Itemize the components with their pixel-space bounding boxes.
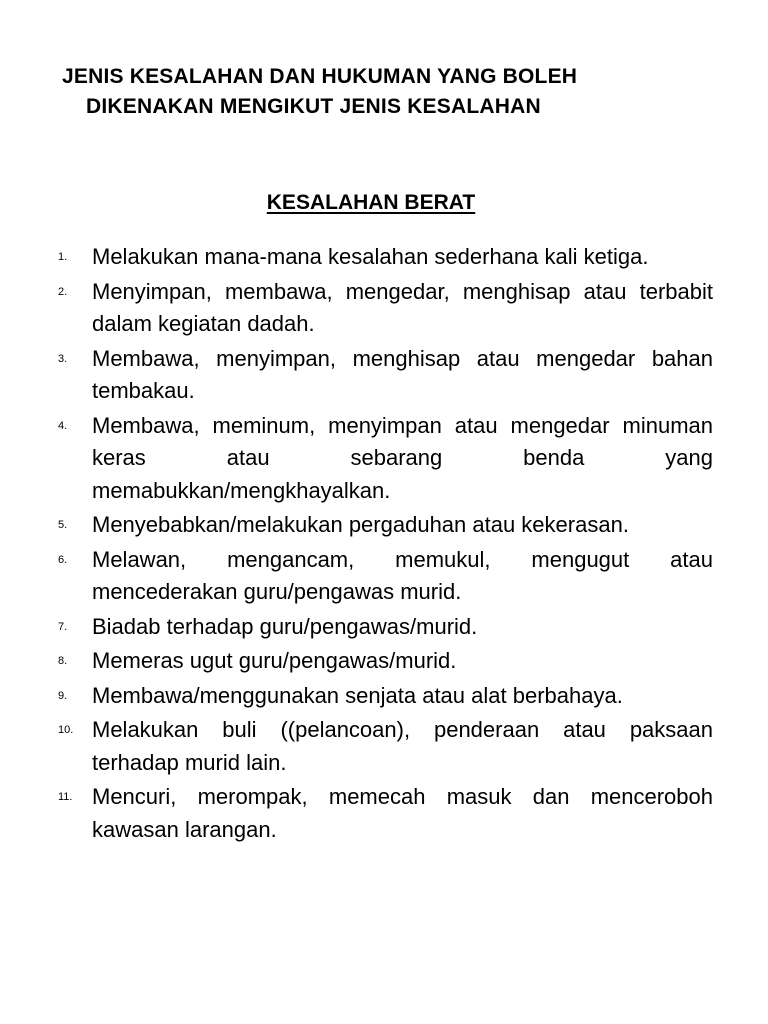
section-title: KESALAHAN BERAT xyxy=(266,191,476,214)
item-text: Mencuri, merompak, memecah masuk dan menceroboh kawasan larangan. xyxy=(92,784,713,842)
heading-line-1: JENIS KESALAHAN DAN HUKUMAN YANG BOLEH xyxy=(62,65,578,88)
list-item xyxy=(0,343,768,408)
heading-line-2: DIKENAKAN MENGIKUT JENIS KESALAHAN xyxy=(86,95,541,118)
item-number: 2. xyxy=(58,285,68,298)
list-item xyxy=(0,241,768,274)
list-item xyxy=(0,410,768,508)
offence-list xyxy=(0,241,768,848)
list-item xyxy=(0,645,768,678)
list-item xyxy=(0,714,768,779)
item-text: Melakukan buli ((pelancoan), penderaan atau paksaan terhadap murid lain. xyxy=(92,717,713,775)
item-text: Memeras ugut guru/pengawas/murid. xyxy=(92,648,457,673)
list-item xyxy=(0,781,768,846)
item-text: Menyimpan, membawa, mengedar, menghisap atau terbabit dalam kegiatan dadah. xyxy=(92,278,713,336)
item-number: 11. xyxy=(58,791,73,803)
item-number: 7. xyxy=(58,620,68,633)
item-text: Biadab terhadap guru/pengawas/murid. xyxy=(92,613,478,639)
list-item xyxy=(0,509,768,542)
item-number: 9. xyxy=(58,689,68,702)
list-item xyxy=(0,544,768,609)
item-text: Menyebabkan/melakukan pergaduhan atau kekerasan. xyxy=(92,512,629,537)
document-heading xyxy=(62,62,577,122)
item-number: 5. xyxy=(58,519,68,531)
item-text: Membawa/menggunakan senjata atau alat berbahaya. xyxy=(92,682,623,708)
item-text: Melawan, mengancam, memukul, mengugut atau mencederakan guru/pengawas murid. xyxy=(92,546,713,604)
item-text: Membawa, menyimpan, menghisap atau mengedar bahan tembakau. xyxy=(92,345,713,403)
list-item xyxy=(0,611,768,644)
item-text: Melakukan mana-mana kesalahan sederhana kali ketiga. xyxy=(92,244,649,269)
list-item xyxy=(0,680,768,713)
item-number: 10. xyxy=(58,724,74,736)
item-number: 1. xyxy=(58,251,68,263)
item-number: 3. xyxy=(58,352,68,365)
item-number: 4. xyxy=(58,419,68,432)
item-number: 6. xyxy=(58,553,68,566)
item-text: Membawa, meminum, menyimpan atau mengedar minuman keras atau sebarang benda yang memabukkan/mengkhayalkan. xyxy=(92,412,713,503)
list-item xyxy=(0,276,768,341)
item-number: 8. xyxy=(58,655,68,667)
